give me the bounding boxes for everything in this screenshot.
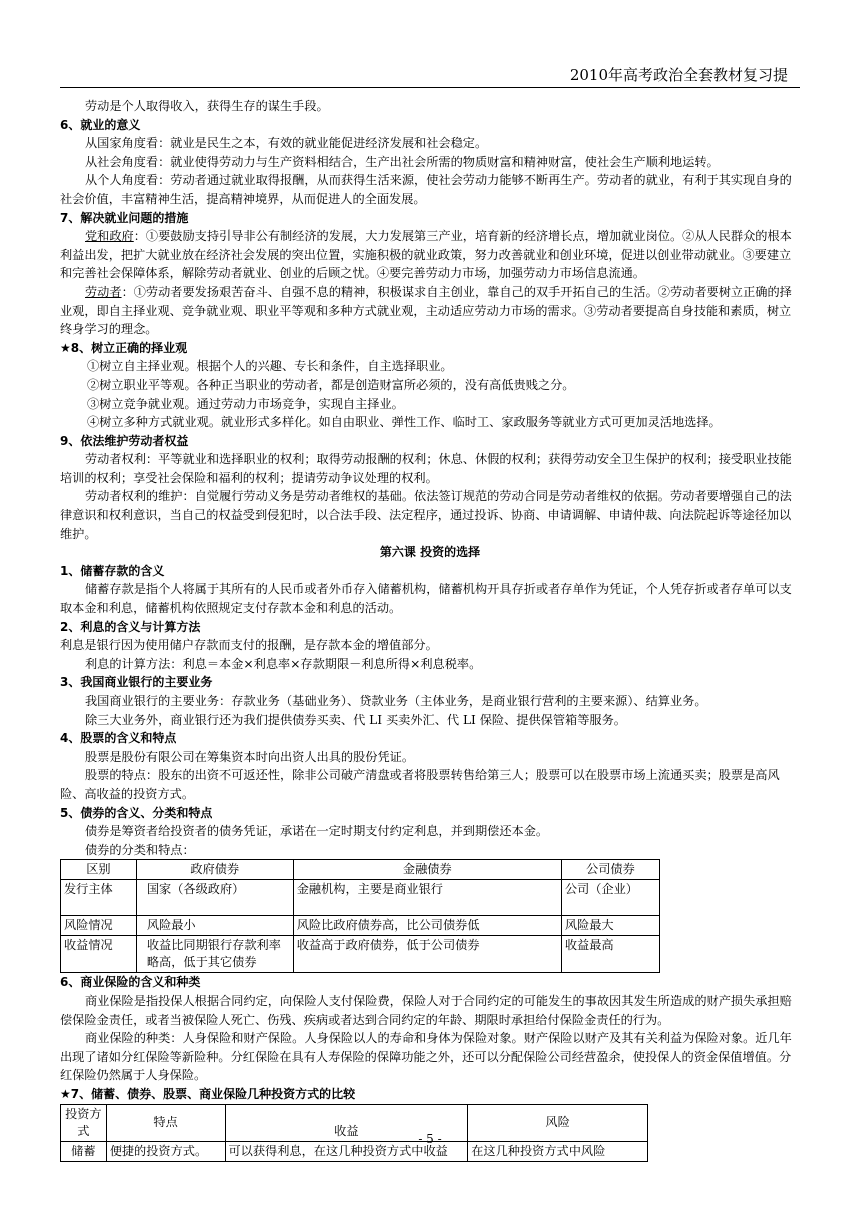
table-header-cell: 收益 <box>225 1104 468 1141</box>
table-cell: 国家（各级政府） <box>136 880 293 916</box>
header-rule <box>60 87 800 88</box>
table-row <box>61 936 660 973</box>
section-heading: 2、利息的含义与计算方法 <box>60 619 201 634</box>
section-heading: ★7、储蓄、债券、股票、商业保险几种投资方式的比较 <box>60 1086 356 1101</box>
lesson-title: 第六课 投资的选择 <box>379 545 481 560</box>
table-header-row <box>61 860 660 880</box>
table-cell: 风险比政府债券高，比公司债券低 <box>293 916 561 936</box>
section-heading: 4、股票的含义和特点 <box>60 731 177 746</box>
table-cell: 可以获得利息，在这几种投资方式中收益 <box>225 1141 468 1161</box>
list-item: ③树立竞争就业观。通过劳动力市场竞争，实现自主择业。 <box>87 396 404 411</box>
table-row <box>61 916 660 936</box>
list-item: ④树立多种方式就业观。就业形式多样化。如自由职业、弹性工作、临时工、家政服务等就业方式可更加灵活地选择。 <box>87 415 721 430</box>
paragraph: 从国家角度看：就业是民生之本，有效的就业能促进经济发展和社会稳定。 <box>85 136 488 151</box>
table-cell: 金融机构，主要是商业银行 <box>293 880 561 916</box>
table-cell: 风险最大 <box>561 916 659 936</box>
table-cell: 收益比同期银行存款利率略高，低于其它债券 <box>136 936 293 973</box>
section-heading: 6、就业的意义 <box>60 117 141 132</box>
table-cell: 风险最小 <box>136 916 293 936</box>
section-heading: 7、解决就业问题的措施 <box>60 210 189 225</box>
paragraph: 利息是银行因为使用储户存款而支付的报酬，是存款本金的增值部分。 <box>60 638 438 653</box>
table-cell: 在这几种投资方式中风险 <box>468 1141 648 1161</box>
paragraph: 从个人角度看：劳动者通过就业取得报酬，从而获得生活来源，使社会劳动力能够不断再生产。劳动者的就业，有利于其实现自身的社会价值，丰富精神生活，提高精神境界，从而促进人的全面发展。 <box>60 173 792 206</box>
paragraph: 股票是股份有限公司在筹集资本时向出资人出具的股份凭证。 <box>85 749 415 764</box>
document-body <box>60 97 800 1162</box>
table-header-cell: 公司债券 <box>561 860 659 880</box>
paragraph <box>60 283 800 339</box>
table-header-cell: 金融债券 <box>293 860 561 880</box>
paragraph: 劳动者权利的维护：自觉履行劳动义务是劳动者维权的基础。依法签订规范的劳动合同是劳动者维权的依据。劳动者要增强自己的法律意识和权利意识，当自己的权益受到侵犯时，以合法手段、法定程序，通过投诉、协商、申请调解、申请仲裁、向法院起诉等途径加以维护。 <box>60 489 792 541</box>
list-item: ①树立自主择业观。根据个人的兴趣、专长和条件，自主选择职业。 <box>87 359 453 374</box>
section-heading: ★8、树立正确的择业观 <box>60 340 188 355</box>
page-number: - 5 - <box>418 1132 442 1146</box>
table-cell: 收益最高 <box>561 936 659 973</box>
section-heading: 3、我国商业银行的主要业务 <box>60 675 213 690</box>
table-row <box>61 880 660 916</box>
table-cell: 收益高于政府债券，低于公司债券 <box>293 936 561 973</box>
underlined-lead: 劳动者 <box>85 284 122 299</box>
paragraph: 股票的特点：股东的出资不可返还性，除非公司破产清盘或者将股票转售给第三人；股票可以在股票市场上流通买卖；股票是高风险、高收益的投资方式。 <box>60 768 780 801</box>
bond-classification-table <box>60 859 660 973</box>
table-header-cell: 投资方式 <box>61 1104 107 1141</box>
table-cell: 储蓄 <box>61 1141 107 1161</box>
paragraph: 商业保险是指投保人根据合同约定，向保险人支付保险费，保险人对于合同约定的可能发生的事故因其发生所造成的财产损失承担赔偿保险金责任，或者当被保险人死亡、伤残、疾病或者达到合同约定的年龄、期限时承担给付保险金责任的行为。 <box>60 993 792 1027</box>
table-cell: 风险情况 <box>61 916 137 936</box>
table-cell: 发行主体 <box>61 880 137 916</box>
table-cell: 收益情况 <box>61 936 137 973</box>
paragraph: 从社会角度看：就业使得劳动力与生产资料相结合，生产出社会所需的物质财富和精神财富，使社会生产顺利地运转。 <box>85 154 719 169</box>
paragraph: 劳动者权利：平等就业和选择职业的权利；取得劳动报酬的权利；休息、休假的权利；获得劳动安全卫生保护的权利；接受职业技能培训的权利；享受社会保险和福利的权利；提请劳动争议处理的权利。 <box>60 452 792 485</box>
paragraph: 储蓄存款是指个人将属于其所有的人民币或者外币存入储蓄机构，储蓄机构开具存折或者存单作为凭证，个人凭存折或者存单可以支取本金和利息，储蓄机构依照规定支付存款本金和利息的活动。 <box>60 582 792 616</box>
paragraph: 除三大业务外，商业银行还为我们提供债券买卖、代 LI 买卖外汇、代 LI 保险、提供保管箱等服务。 <box>85 712 626 727</box>
section-heading: 5、债券的含义、分类和特点 <box>60 805 213 820</box>
table-header-cell: 特点 <box>106 1104 225 1141</box>
paragraph-text: ：①劳动者要发扬艰苦奋斗、自强不息的精神，积极谋求自主创业，靠自己的双手开拓自己的生活。②劳动者要树立正确的择业观，即自主择业观、竞争就业观、职业平等观和多种方式就业观，主动适应劳动力市场的需求。③劳动者要提高自身技能和素质，树立终身学习的理念。 <box>60 284 792 337</box>
table-header-cell: 政府债券 <box>136 860 293 880</box>
table-header-cell: 风险 <box>468 1104 648 1141</box>
paragraph: 利息的计算方法：利息＝本金×利息率×存款期限－利息所得×利息税率。 <box>85 656 482 671</box>
table-header-cell: 区别 <box>61 860 137 880</box>
section-heading: 6、商业保险的含义和种类 <box>60 975 201 990</box>
paragraph: 债券的分类和特点： <box>85 842 195 857</box>
paragraph: 劳动是个人取得收入，获得生存的谋生手段。 <box>85 99 329 113</box>
section-heading: 9、依法维护劳动者权益 <box>60 433 189 448</box>
table-cell: 公司（企业） <box>561 880 659 916</box>
underlined-lead: 党和政府 <box>85 229 134 244</box>
list-item: ②树立职业平等观。各种正当职业的劳动者，都是创造财富所必须的，没有高低贵贱之分。 <box>87 377 575 392</box>
table-cell: 便捷的投资方式。 <box>106 1141 225 1161</box>
running-header: 2010年高考政治全套教材复习提 <box>569 66 788 84</box>
paragraph: 债券是筹资者给投资者的债务凭证，承诺在一定时期支付约定利息，并到期偿还本金。 <box>85 824 549 839</box>
paragraph-text: ：①要鼓励支持引导非公有制经济的发展，大力发展第三产业，培育新的经济增长点，增加就业岗位。②从人民群众的根本利益出发，把扩大就业放在经济社会发展的突出位置，实施积极的就业政策，努力改善就业和创业环境，促进以创业带动就业。③要建立和完善社会保障体系，解除劳动者就业、创业的后顾之忧。④要完善劳动力市场，加强劳动力市场信息流通。 <box>60 229 792 281</box>
paragraph: 商业保险的种类：人身保险和财产保险。人身保险以人的寿命和身体为保险对象。财产保险以财产及其有关利益为保险对象。近几年出现了诸如分红保险等新险种。分红保险在具有人寿保险的保障功能之外，还可以分配保险公司经营盈余，使投保人的资金保值增值。分红保险仍然属于人身保险。 <box>60 1031 792 1083</box>
paragraph <box>60 227 800 283</box>
paragraph: 我国商业银行的主要业务：存款业务（基础业务）、贷款业务（主体业务，是商业银行营利的主要来源）、结算业务。 <box>85 694 707 708</box>
section-heading: 1、储蓄存款的含义 <box>60 563 165 578</box>
